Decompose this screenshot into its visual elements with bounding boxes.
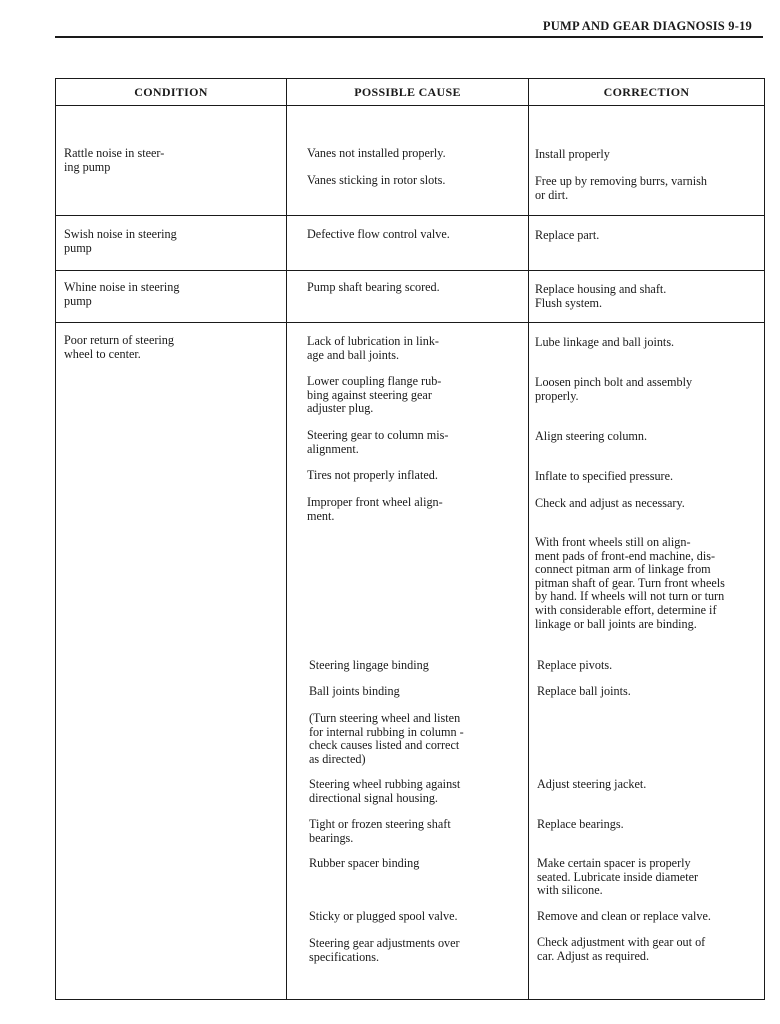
correction-cell: Replace bearings. <box>537 817 624 831</box>
condition-cell: Whine noise in steering pump <box>64 280 180 308</box>
correction-cell: Make certain spacer is properly seated. Lubricate inside diameter with silicone. <box>537 856 699 898</box>
cause-cell: Improper front wheel align- ment. <box>307 495 443 523</box>
cause-cell: Rubber spacer binding <box>309 856 420 870</box>
header-possible-cause: POSSIBLE CAUSE <box>354 85 461 99</box>
cause-cell: Vanes not installed properly. <box>307 146 446 160</box>
header-divider <box>56 105 764 106</box>
cause-cell: Ball joints binding <box>309 684 400 698</box>
correction-cell: Align steering column. <box>535 429 648 443</box>
correction-cell: Inflate to specified pressure. <box>535 469 674 483</box>
cause-cell: Vanes sticking in rotor slots. <box>307 173 446 187</box>
correction-cell: Loosen pinch bolt and assembly properly. <box>535 375 693 403</box>
correction-cell: Remove and clean or replace valve. <box>537 909 711 923</box>
row-divider <box>56 215 764 216</box>
cause-cell: Lower coupling flange rub- bing against steering gear adjuster plug. <box>307 374 442 416</box>
cause-cell: Sticky or plugged spool valve. <box>309 909 458 923</box>
correction-cell: Check adjustment with gear out of car. Adjust as required. <box>537 935 706 963</box>
diagnosis-table <box>55 78 765 1000</box>
cause-cell: Steering lingage binding <box>309 658 429 672</box>
correction-cell: Replace pivots. <box>537 658 613 672</box>
correction-cell: Replace housing and shaft. Flush system. <box>535 282 667 310</box>
cause-cell: Steering wheel rubbing against directional signal housing. <box>309 777 461 805</box>
correction-cell: Replace ball joints. <box>537 684 631 698</box>
cause-cell: Steering gear adjustments over specifications. <box>309 936 460 964</box>
correction-cell: Free up by removing burrs, varnish or dirt. <box>535 174 707 202</box>
cause-cell: Pump shaft bearing scored. <box>307 280 440 294</box>
correction-cell: Check and adjust as necessary. <box>535 496 685 510</box>
cause-cell: Defective flow control valve. <box>307 227 450 241</box>
correction-cell: Install properly <box>535 147 610 161</box>
cause-cell: Lack of lubrication in link- age and ball joints. <box>307 334 439 362</box>
header-correction: CORRECTION <box>603 85 690 99</box>
page-header: PUMP AND GEAR DIAGNOSIS 9-19 <box>542 19 752 33</box>
row-divider <box>56 270 764 271</box>
condition-cell: Rattle noise in steer- ing pump <box>64 146 165 174</box>
header-condition: CONDITION <box>134 85 208 99</box>
cause-cell: Tires not properly inflated. <box>307 468 438 482</box>
cause-cell: Steering gear to column mis- alignment. <box>307 428 449 456</box>
correction-cell: Lube linkage and ball joints. <box>535 335 675 349</box>
condition-cell: Swish noise in steering pump <box>64 227 177 255</box>
row-divider <box>56 322 764 323</box>
correction-cell: Adjust steering jacket. <box>537 777 647 791</box>
correction-cell: With front wheels still on align- ment pads of front-end machine, dis- connect pitman arm of linkage from pitman shaft of gear. Turn front wheels by hand. If wheels will not turn or turn with considerable effort, determine if linkage or ball joints are binding. <box>535 535 725 631</box>
cause-cell: Tight or frozen steering shaft bearings. <box>309 817 451 845</box>
header-rule <box>55 36 763 38</box>
column-divider <box>528 79 529 999</box>
column-divider <box>286 79 287 999</box>
correction-cell: Replace part. <box>535 228 600 242</box>
condition-cell: Poor return of steering wheel to center. <box>64 333 174 361</box>
cause-cell: (Turn steering wheel and listen for internal rubbing in column - check causes listed and correct as directed) <box>309 711 464 766</box>
